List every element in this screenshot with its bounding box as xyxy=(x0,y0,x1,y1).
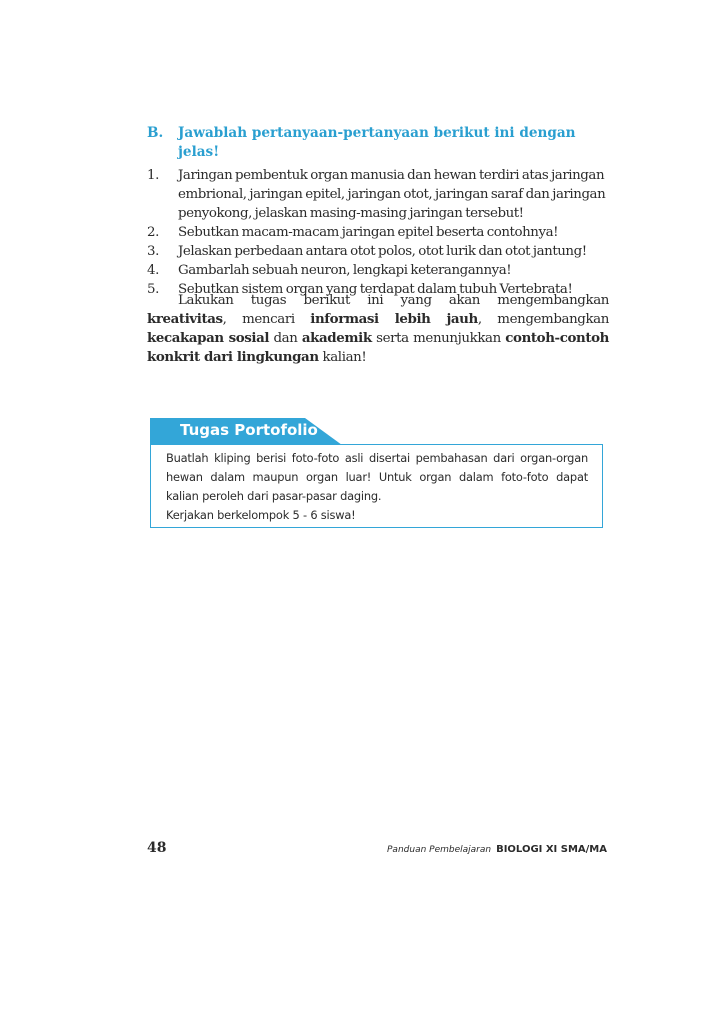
question-line: embrional, jaringan epitel, jaringan otot, jaringan saraf dan jaringan xyxy=(178,187,606,202)
footer-prefix: Panduan Pembelajaran xyxy=(387,845,492,855)
question-number: 5. xyxy=(147,282,159,297)
keyword: akademik xyxy=(301,330,372,346)
question-item xyxy=(147,223,609,242)
question-number: 1. xyxy=(147,168,159,183)
page-number: 48 xyxy=(147,840,167,856)
section-heading xyxy=(147,124,609,162)
question-text xyxy=(178,166,609,223)
question-number: 2. xyxy=(147,225,159,240)
paragraph-text: , mencari xyxy=(222,312,311,327)
section-b xyxy=(147,124,609,299)
question-text: Jelaskan perbedaan antara otot polos, otot lurik dan otot jantung! xyxy=(178,244,587,259)
keyword: kecakapan sosial xyxy=(147,330,270,346)
section-title: Jawablah pertanyaan-pertanyaan berikut ini dengan jelas! xyxy=(178,125,576,160)
paragraph-text: Lakukan tugas berikut ini yang akan mengembangkan xyxy=(178,293,609,308)
paragraph-text: kalian! xyxy=(318,350,367,365)
portfolio-line: hewan dalam maupun organ luar! Untuk organ dalam foto-foto dapat xyxy=(166,470,588,484)
paragraph-text: serta menunjukkan xyxy=(371,331,506,346)
question-number: 3. xyxy=(147,244,159,259)
question-item xyxy=(147,166,609,223)
keyword: contoh-contoh konkrit dari lingkungan xyxy=(147,330,609,365)
paragraph-text: , mengembangkan xyxy=(477,312,609,327)
keyword: kreativitas xyxy=(147,311,223,327)
question-line: penyokong, jelaskan masing-masing jaringan tersebut! xyxy=(178,206,524,221)
portfolio-line: Buatlah kliping berisi foto-foto asli disertai pembahasan dari organ-organ xyxy=(166,451,588,465)
portfolio-text xyxy=(166,449,588,525)
paragraph-text: dan xyxy=(269,331,302,346)
portfolio-line: kalian peroleh dari pasar-pasar daging. xyxy=(166,489,382,503)
question-item xyxy=(147,242,609,261)
running-footer xyxy=(387,844,607,855)
question-line: Jaringan pembentuk organ manusia dan hewan terdiri atas jaringan xyxy=(178,168,605,183)
question-number: 4. xyxy=(147,263,159,278)
question-list xyxy=(147,166,609,299)
portfolio-line: Kerjakan berkelompok 5 - 6 siswa! xyxy=(166,508,356,522)
question-item xyxy=(147,261,609,280)
portfolio-title: Tugas Portofolio xyxy=(180,421,318,439)
keyword: informasi lebih jauh xyxy=(310,311,478,327)
question-text: Gambarlah sebuah neuron, lengkapi keterangannya! xyxy=(178,263,512,278)
section-letter: B. xyxy=(147,125,164,141)
question-text: Sebutkan sistem organ yang terdapat dalam tubuh Vertebrata! xyxy=(178,282,573,297)
footer-title: BIOLOGI XI SMA/MA xyxy=(496,844,607,855)
question-text: Sebutkan macam-macam jaringan epitel beserta contohnya! xyxy=(178,225,559,240)
instruction-paragraph xyxy=(147,291,609,367)
